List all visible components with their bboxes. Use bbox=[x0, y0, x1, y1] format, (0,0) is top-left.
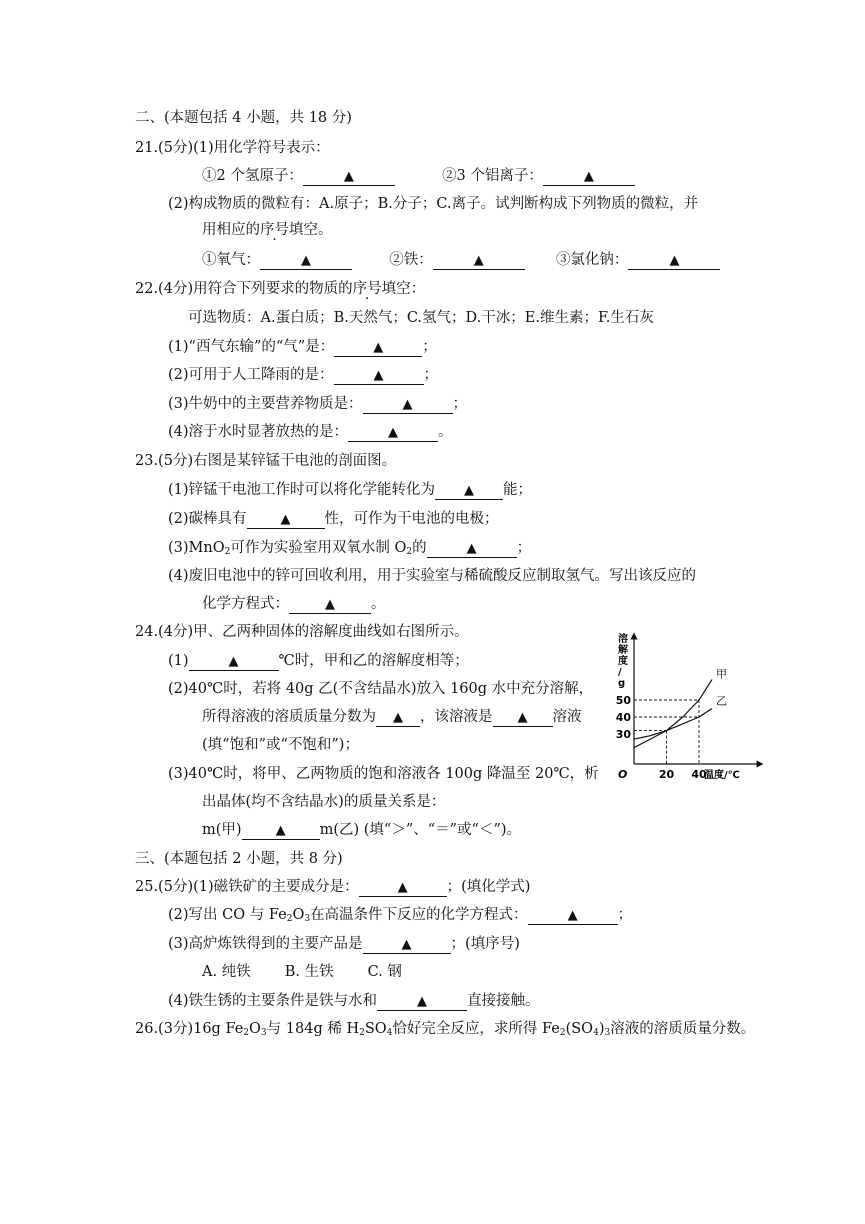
q23-item4-line2: 化学方程式： ▲ 。 bbox=[202, 596, 386, 612]
q22-item4: (4)溶于水时显著放热的是： ▲ 。 bbox=[168, 424, 453, 440]
q22-item3: (3)牛奶中的主要营养物质是： ▲ ； bbox=[168, 396, 468, 412]
answer-blank[interactable]: ▲ bbox=[359, 879, 447, 897]
q24-item2-line2: 所得溶液的溶质质量分数为 ▲ ，该溶液是 ▲ 溶液 bbox=[202, 709, 582, 725]
answer-blank[interactable]: ▲ bbox=[303, 168, 395, 186]
q24-item2-line3: (填“饱和”或“不饱和”)； bbox=[202, 737, 359, 753]
tick-labels bbox=[616, 694, 707, 780]
q23-item4-line1: (4)废旧电池中的锌可回收利用，用于实验室与稀硫酸反应制取氢气。写出该反应的 bbox=[168, 568, 697, 584]
y-tick-label: 50 bbox=[615, 694, 631, 707]
y-axis-label: 溶解度/ g bbox=[618, 634, 628, 689]
q23-item3: (3)MnO$_2$可作为实验室用双氧水制 $O_2$的 ▲ ； bbox=[168, 540, 532, 557]
q24-item3-line2: 出晶体(均不含结晶水)的质量关系是： bbox=[202, 794, 446, 810]
q25-item1: 25.(5分)(1)磁铁矿的主要成分是： ▲ ；(填化学式) bbox=[135, 879, 531, 895]
answer-blank[interactable]: ▲ bbox=[493, 709, 553, 727]
y-tick-label: 30 bbox=[615, 728, 631, 741]
q24-item2-line1: (2)40℃时，若将 40g 乙(不含结晶水)放入 160g 水中充分溶解， bbox=[168, 681, 594, 697]
section-3-header: 三、(本题包括 2 小题，共 8 分) bbox=[135, 851, 343, 867]
q22-options: 可选物质：A.蛋白质；B.天然气；C.氢气；D.干冰；E.维生素；F.生石灰 bbox=[188, 310, 654, 326]
answer-blank[interactable]: ▲ bbox=[543, 168, 635, 186]
q21-header: 21.(5分)(1)用化学符号表示： bbox=[135, 140, 330, 156]
q23-item2: (2)碳棒具有 ▲ 性，可作为干电池的电极； bbox=[168, 511, 499, 527]
origin-label: O bbox=[618, 768, 628, 780]
answer-blank[interactable]: ▲ bbox=[334, 367, 424, 385]
curves bbox=[634, 668, 727, 748]
answer-blank[interactable]: ▲ bbox=[260, 252, 352, 270]
q21-part2-line1: (2)构成物质的微粒有：A.原子；B.分子；C.离子。试判断构成下列物质的微粒，并 bbox=[168, 196, 699, 212]
answer-blank[interactable]: ▲ bbox=[528, 907, 618, 925]
q21-part1-line: ①2 个氢原子： ▲ ②3 个铝离子： ▲ bbox=[202, 166, 635, 186]
q26-text: 26.(3分)16g $Fe_2O_3$与 184g 稀 $H_2SO_4$恰好完全反应，求所得 $Fe_2(SO_4)_3$溶液的溶质质量分数。 bbox=[135, 1021, 756, 1038]
q25-item4: (4)铁生锈的主要条件是铁与水和 ▲ 直接接触。 bbox=[168, 993, 540, 1009]
q25-item2: (2)写出 CO 与 $Fe_2O_3$在高温条件下反应的化学方程式： ▲ ； bbox=[168, 907, 633, 924]
answer-blank[interactable]: ▲ bbox=[363, 396, 453, 414]
answer-blank[interactable]: ▲ bbox=[433, 252, 525, 270]
curve-jia bbox=[634, 680, 712, 748]
y-tick-label: 40 bbox=[615, 711, 631, 724]
solubility-chart bbox=[612, 630, 764, 780]
q25-item3: (3)高炉炼铁得到的主要产品是 ▲ ；(填序号) bbox=[168, 936, 520, 952]
series-label: 甲 bbox=[716, 667, 727, 681]
answer-blank[interactable]: ▲ bbox=[348, 424, 438, 442]
q21-part2-answers: ①氧气： ▲ ②铁： ▲ ③氯化钠： ▲ bbox=[202, 250, 720, 270]
q22-item2: (2)可用于人工降雨的是： ▲ ； bbox=[168, 367, 439, 383]
x-axis-label: 温度/℃ bbox=[704, 770, 740, 780]
answer-blank[interactable]: ▲ bbox=[189, 653, 279, 671]
answer-blank[interactable]: ▲ bbox=[247, 511, 325, 529]
answer-blank[interactable]: ▲ bbox=[628, 252, 720, 270]
x-tick-label: 40 bbox=[691, 768, 707, 780]
q24-item1: (1) ▲ ℃时，甲和乙的溶解度相等； bbox=[168, 653, 469, 669]
q23-header: 23.(5分)右图是某锌锰干电池的剖面图。 bbox=[135, 453, 397, 469]
q23-item1: (1)锌锰干电池工作时可以将化学能转化为 ▲ 能； bbox=[168, 482, 533, 498]
answer-blank[interactable]: ▲ bbox=[289, 596, 371, 614]
q21-part2-line2: 用相应的序号填空。 bbox=[202, 222, 333, 238]
q22-item1: (1)“西气东输”的“气”是： ▲ ； bbox=[168, 339, 437, 355]
emphasis-text: 序号 bbox=[352, 281, 382, 297]
q25-choices: A. 纯铁 B. 生铁 C. 钢 bbox=[202, 964, 402, 980]
q24-item3-line1: (3)40℃时，将甲、乙两物质的饱和溶液各 100g 降温至 20℃，析 bbox=[168, 766, 599, 782]
answer-blank[interactable]: ▲ bbox=[377, 993, 467, 1011]
answer-blank[interactable]: ▲ bbox=[427, 540, 517, 558]
answer-blank[interactable]: ▲ bbox=[242, 822, 320, 840]
series-label: 乙 bbox=[716, 694, 727, 708]
answer-blank[interactable]: ▲ bbox=[334, 339, 422, 357]
curve-yi bbox=[634, 709, 712, 740]
answer-blank[interactable]: ▲ bbox=[435, 482, 503, 500]
q24-item3-line3: m(甲) ▲ m(乙) (填“＞”、“＝”或“＜”)。 bbox=[202, 822, 522, 838]
q22-header: 22.(4分)用符合下列要求的物质的序号填空： bbox=[135, 281, 426, 297]
answer-blank[interactable]: ▲ bbox=[376, 709, 420, 727]
q24-header: 24.(4分)甲、乙两种固体的溶解度曲线如右图所示。 bbox=[135, 624, 469, 640]
emphasis-text: 序号 bbox=[260, 222, 289, 238]
section-2-header: 二、(本题包括 4 小题，共 18 分) bbox=[135, 110, 352, 126]
answer-blank[interactable]: ▲ bbox=[363, 936, 451, 954]
x-tick-label: 20 bbox=[658, 768, 675, 780]
